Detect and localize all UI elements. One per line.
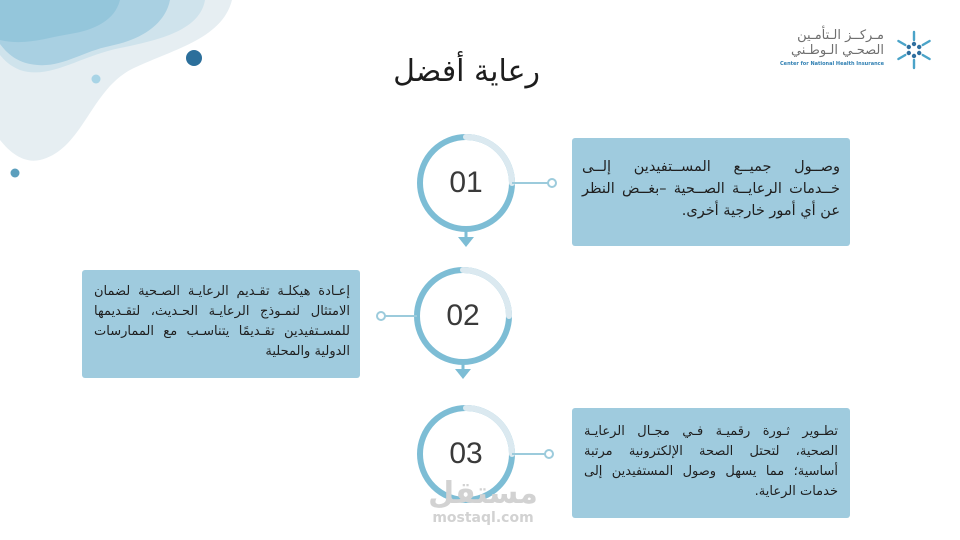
logo-text-line2: الصحـي الـوطـني: [790, 43, 884, 58]
step-number-01: 01: [449, 166, 483, 199]
watermark-arabic: مستقل: [428, 476, 538, 511]
logo-english-text: Center for National Health Insurance: [780, 61, 884, 67]
step-number-02: 02: [446, 299, 480, 332]
arrow-down-icon: [458, 237, 474, 247]
step-number-03: 03: [449, 437, 483, 470]
step-box-01: وصــول جميــع المســتفيدين إلــى خــدمات الرعايــة الصــحية –بغــض النظر عن أي أمور خارجية أخرى.: [572, 138, 850, 246]
watermark: [418, 478, 548, 526]
logo-text-line1: مـركــز الـتأمـين: [797, 28, 884, 43]
step-box-03: تطـوير ثـورة رقميـة فـي مجـال الرعايـة الصحية، لتحتل الصحة الإلكترونية مرتبة أساسية؛ مما يسهل وصول المستفيدين إلى خدمات الرعاية.: [572, 408, 850, 518]
step-box-02: إعـادة هيكلـة تقـديم الرعايـة الصـحية لضمان الامتثال لنمـوذج الرعايـة الحـديث، لتقـديمها للمسـتفيدين تقـديمًا يتناسـب مع الممارسات الدولية والمحلية: [82, 270, 360, 378]
watermark-latin: mostaql.com: [432, 510, 534, 526]
arrow-down-icon: [455, 369, 471, 379]
slide-title: رعاية أفضل: [393, 54, 540, 89]
